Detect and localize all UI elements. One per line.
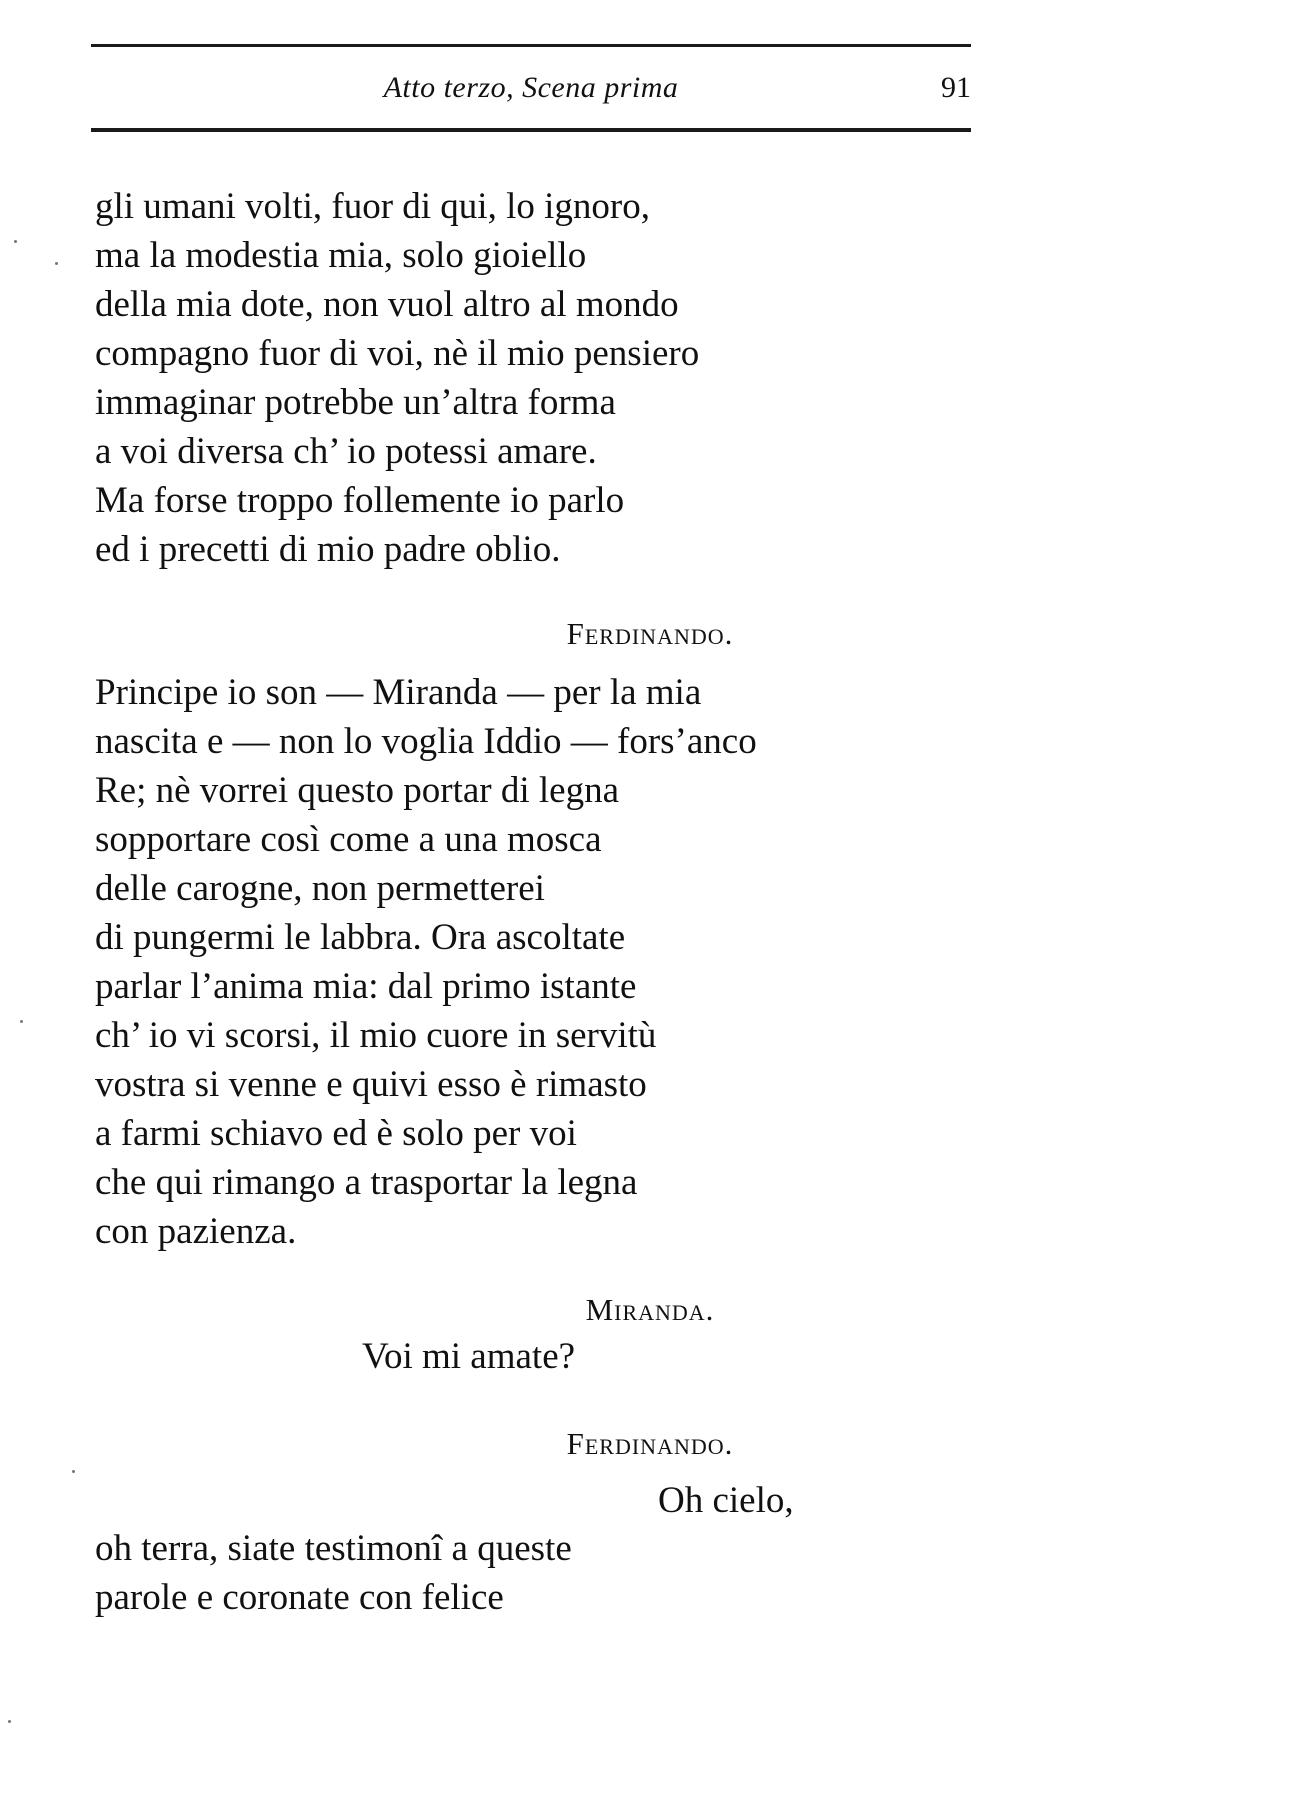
speaker-heading-ferdinando: Ferdinando. — [566, 616, 734, 651]
scan-speck — [20, 1020, 23, 1023]
verse-line: di pungermi le labbra. Ora ascoltate — [95, 917, 626, 958]
ferdinando-half-line: Oh cielo, — [658, 1480, 794, 1521]
verse-passage-1 — [95, 182, 699, 574]
running-title: Atto terzo, Scena prima — [383, 71, 679, 104]
verse-passage-3 — [95, 1524, 572, 1622]
miranda-line: Voi mi amate? — [362, 1336, 576, 1377]
verse-line: a farmi schiavo ed è solo per voi — [95, 1113, 577, 1154]
verse-line: ma la modestia mia, solo gioiello — [95, 235, 587, 276]
running-head — [91, 68, 971, 108]
verse-line: compagno fuor di voi, nè il mio pensiero — [95, 333, 700, 374]
scan-speck — [14, 240, 17, 243]
speaker-heading-miranda: Miranda. — [585, 1292, 715, 1327]
verse-line: che qui rimango a trasportar la legna — [95, 1162, 638, 1203]
verse-line: ed i precetti di mio padre oblio. — [95, 529, 561, 570]
verse-line: sopportare così come a una mosca — [95, 819, 602, 860]
verse-line: parole e coronate con felice — [95, 1577, 504, 1618]
verse-passage-2 — [95, 668, 757, 1256]
verse-line: vostra si venne e quivi esso è rimasto — [95, 1064, 647, 1105]
scan-speck — [55, 262, 58, 265]
header-top-rule — [91, 44, 971, 47]
scan-speck — [8, 1720, 11, 1723]
header-bottom-rule — [91, 128, 971, 132]
verse-line: ch’ io vi scorsi, il mio cuore in servitù — [95, 1015, 657, 1056]
verse-line: Principe io son — Miranda — per la mia — [95, 672, 702, 713]
verse-line: della mia dote, non vuol altro al mondo — [95, 284, 679, 325]
verse-line: gli umani volti, fuor di qui, lo ignoro, — [95, 186, 650, 227]
verse-line: parlar l’anima mia: dal primo istante — [95, 966, 637, 1007]
verse-line: immaginar potrebbe un’altra forma — [95, 382, 616, 423]
verse-line: con pazienza. — [95, 1211, 297, 1252]
page-number: 91 — [941, 71, 971, 104]
verse-line: oh terra, siate testimonî a queste — [95, 1528, 572, 1569]
verse-line: Ma forse troppo follemente io parlo — [95, 480, 625, 521]
speaker-heading-ferdinando: Ferdinando. — [566, 1426, 734, 1461]
verse-line: nascita e — non lo voglia Iddio — fors’anco — [95, 721, 757, 762]
verse-line: Re; nè vorrei questo portar di legna — [95, 770, 619, 811]
verse-line: delle carogne, non permetterei — [95, 868, 545, 909]
scan-speck — [72, 1470, 75, 1473]
verse-line: a voi diversa ch’ io potessi amare. — [95, 431, 597, 472]
